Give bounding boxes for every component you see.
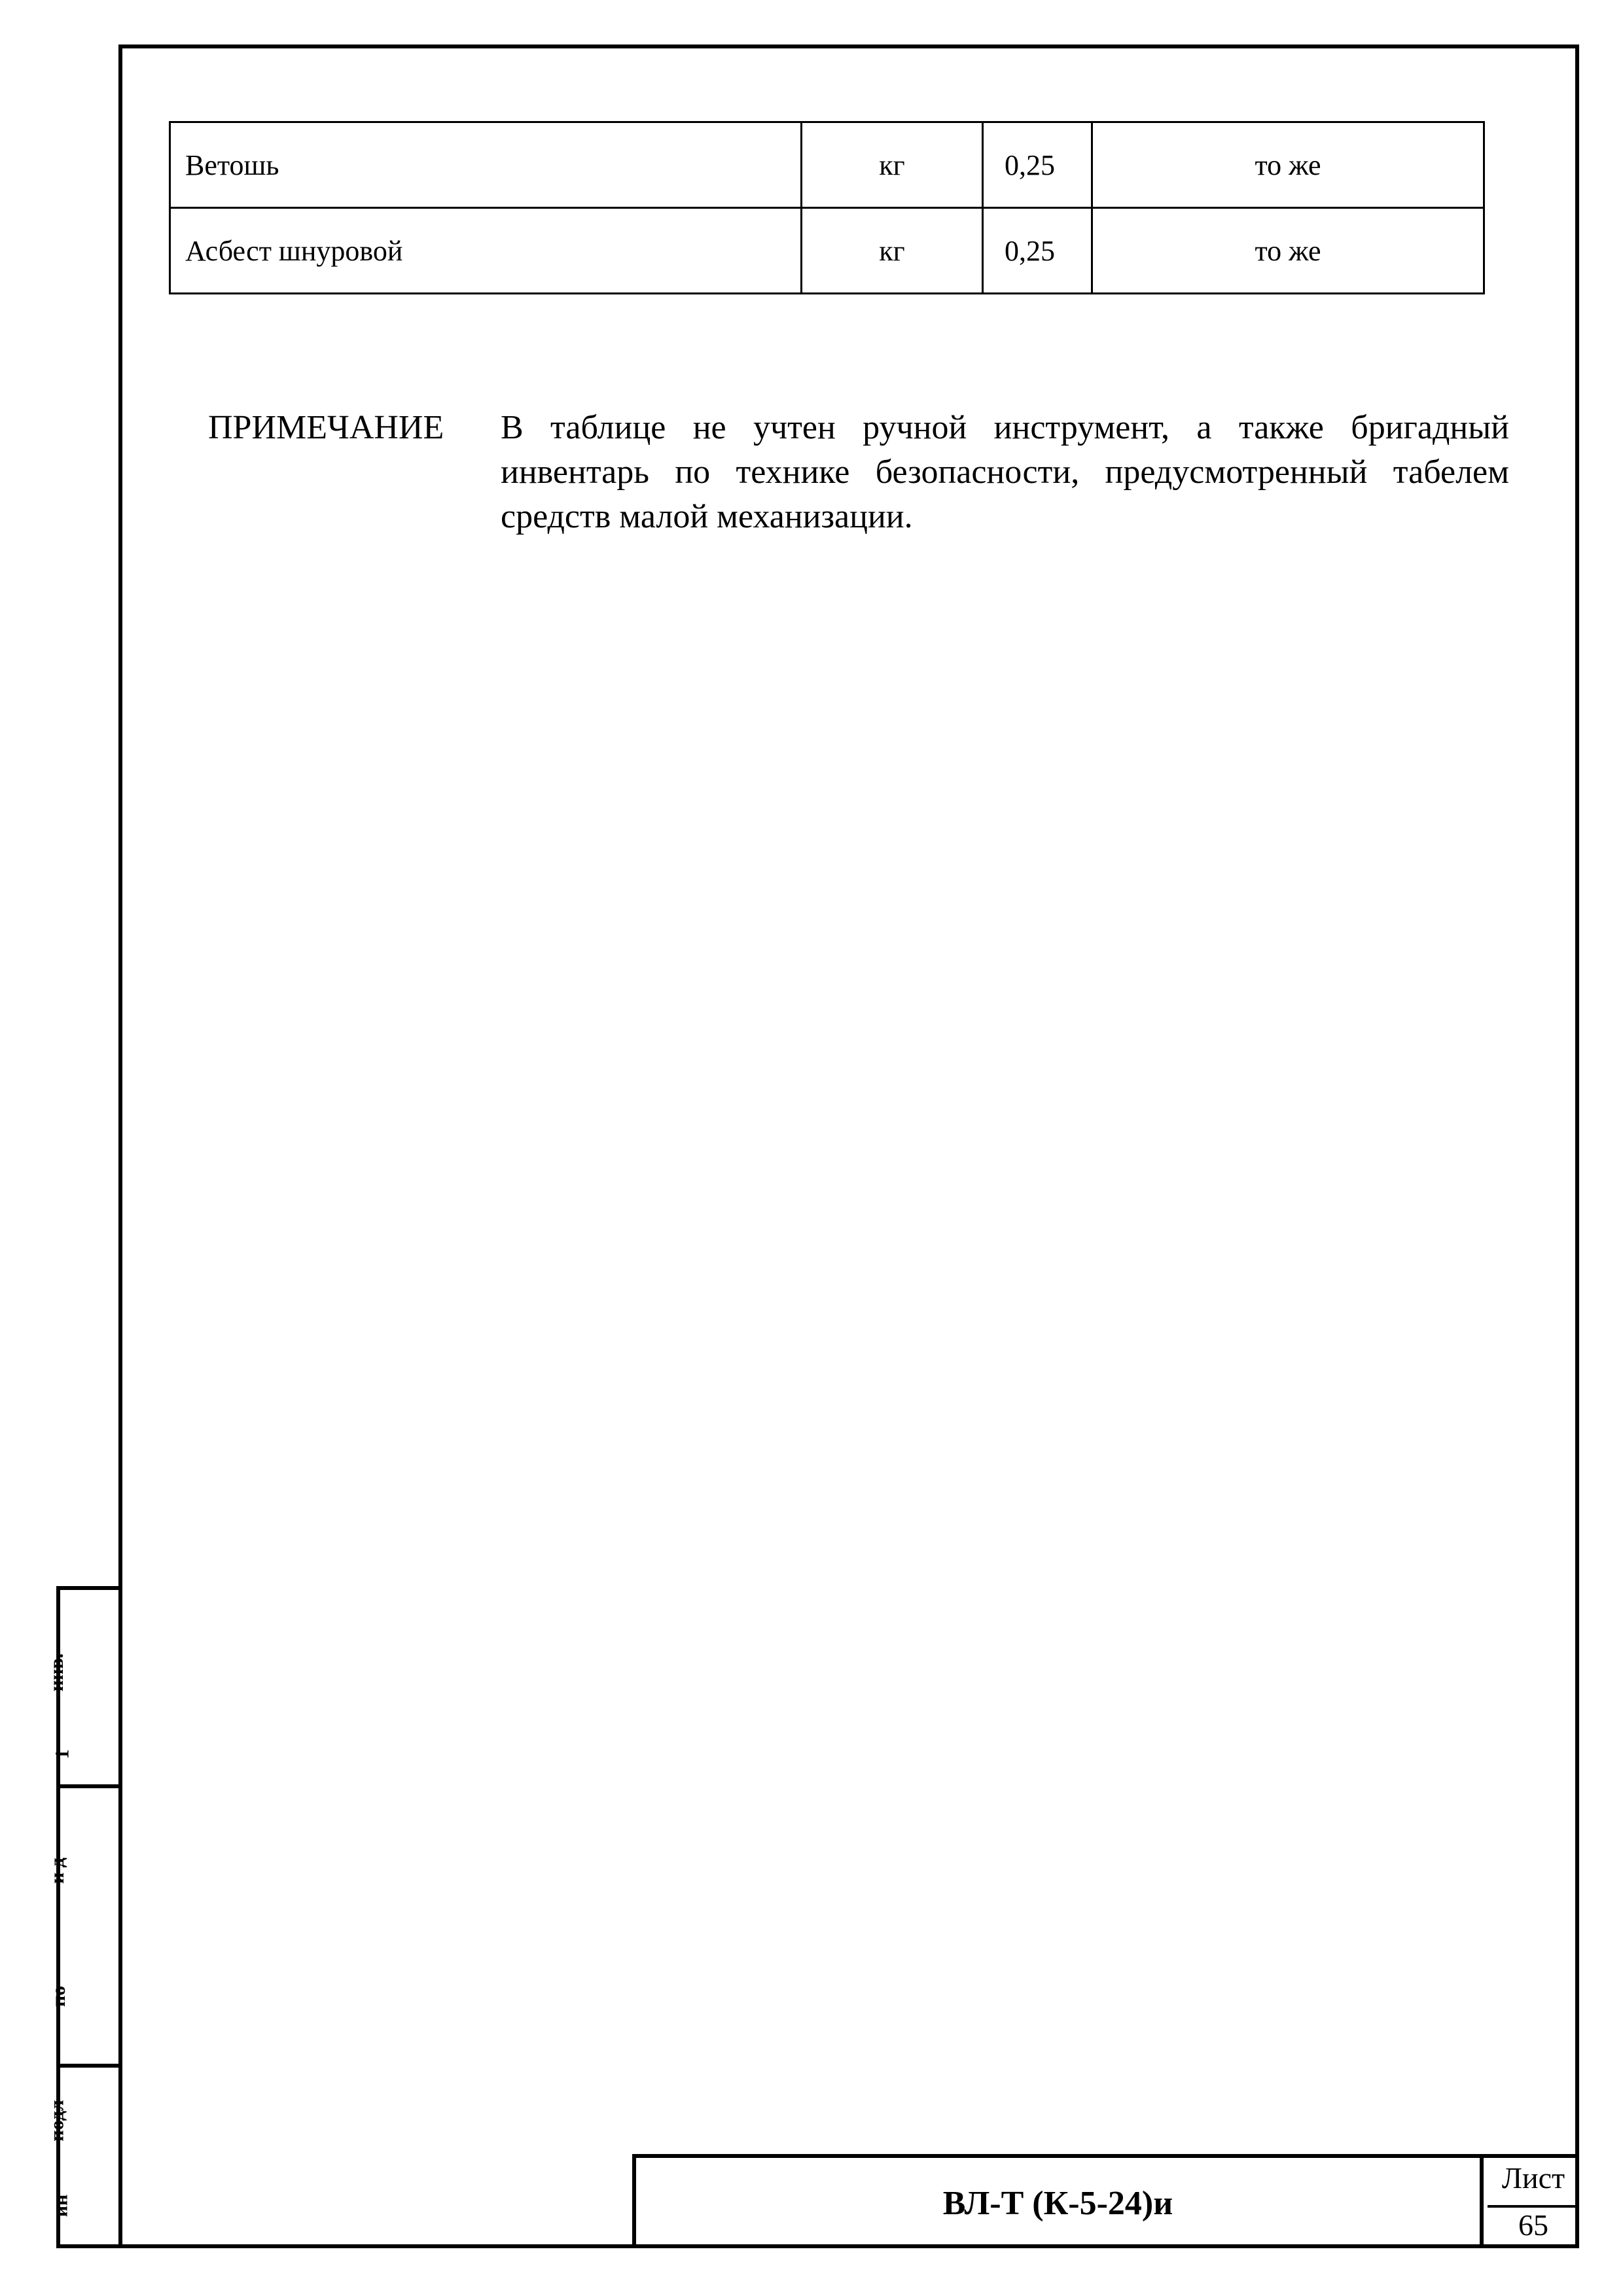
table-row <box>170 122 1484 208</box>
item-unit: кг <box>802 208 983 294</box>
title-block <box>632 2154 1579 2248</box>
item-note: то же <box>1092 122 1484 208</box>
item-note: то же <box>1092 208 1484 294</box>
side-label-po: по <box>48 1985 70 2007</box>
item-name: Ветошь <box>170 122 802 208</box>
item-quantity: 0,25 <box>983 208 1092 294</box>
side-label-in: ин <box>50 2194 72 2217</box>
side-label-inv: инв. <box>46 1653 68 1692</box>
side-stamp <box>46 1586 122 2248</box>
item-name: Асбест шнуровой <box>170 208 802 294</box>
document-code: ВЛ-Т (К-5-24)и <box>636 2158 1484 2248</box>
side-label-1: 1 <box>51 1749 73 1759</box>
side-label-id: и д <box>46 1858 68 1884</box>
side-stamp-right-line <box>118 1586 122 2248</box>
side-stamp-divider <box>56 1784 122 1788</box>
side-stamp-divider <box>56 2244 122 2248</box>
page-frame <box>118 44 1579 2248</box>
item-unit: кг <box>802 122 983 208</box>
side-label-podl: подл <box>46 2100 68 2142</box>
item-quantity: 0,25 <box>983 122 1092 208</box>
materials-table <box>169 121 1485 294</box>
note-label: ПРИМЕЧАНИЕ <box>208 409 444 446</box>
note-text: В таблице не учтен ручной инструмент, а также бригадный инвентарь по технике безопасности, предусмотренный табелем средств малой механизации. <box>501 409 1509 535</box>
side-stamp-divider <box>56 2064 122 2068</box>
table-row <box>170 208 1484 294</box>
sheet-label: Лист <box>1501 2161 1565 2195</box>
sheet-number: 65 <box>1518 2208 1548 2242</box>
side-stamp-divider <box>56 1586 122 1590</box>
